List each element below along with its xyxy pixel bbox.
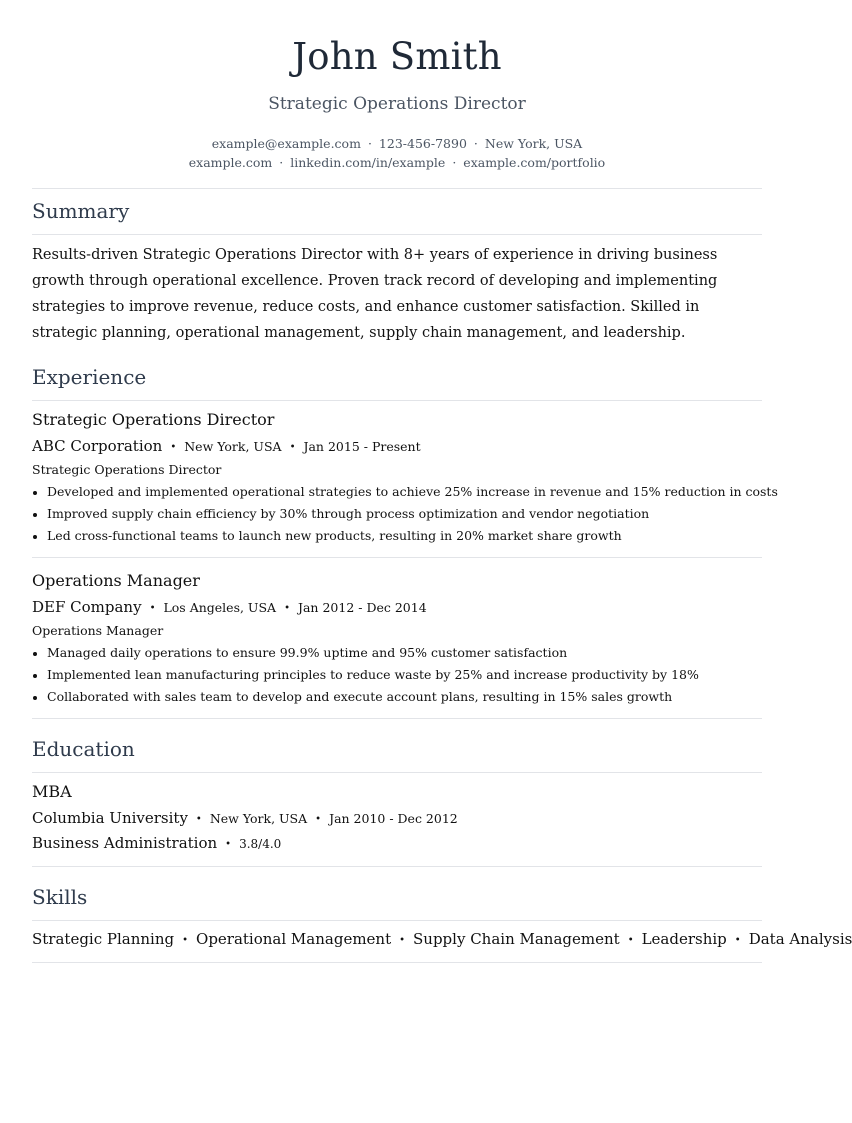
skills-divider bbox=[32, 962, 762, 963]
job-dates: Jan 2015 - Present bbox=[303, 439, 421, 454]
meta-separator: • bbox=[284, 603, 290, 614]
education-field-line bbox=[32, 833, 281, 856]
entry-divider bbox=[32, 866, 762, 867]
skill-separator: • bbox=[182, 935, 189, 946]
summary-text: Results-driven Strategic Operations Director with 8+ years of experience in driving business growth through operational excellence. Proven track record of developing and implementing strategies to improve revenue, reduce costs, and enhance customer satisfaction. Skilled in strategic planning, operational management, supply chain management, and leadership. bbox=[32, 247, 718, 341]
section-divider bbox=[32, 772, 762, 773]
skill-separator: • bbox=[627, 935, 634, 946]
job-company: ABC Corporation bbox=[32, 437, 163, 455]
meta-separator: • bbox=[315, 814, 322, 825]
section-divider bbox=[32, 920, 762, 921]
contact-line-1 bbox=[32, 135, 762, 153]
job-bullet: Developed and implemented operational strategies to achieve 25% increase in revenue and 15% reduction in costs bbox=[32, 481, 762, 503]
job-bullet-list bbox=[32, 642, 762, 708]
job-bullet: Managed daily operations to ensure 99.9% uptime and 95% customer satisfaction bbox=[32, 642, 762, 664]
contact-line-2 bbox=[32, 154, 762, 172]
section-title-experience: Experience bbox=[32, 365, 147, 389]
job-bullet: Implemented lean manufacturing principles to reduce waste by 25% and increase productivity by 18% bbox=[32, 664, 762, 686]
section-divider bbox=[32, 400, 762, 401]
skill-item: Data Analysis bbox=[748, 930, 852, 948]
candidate-headline: Strategic Operations Director bbox=[268, 94, 526, 114]
entry-divider bbox=[32, 557, 762, 558]
job-meta bbox=[32, 597, 427, 620]
job-location: Los Angeles, USA bbox=[163, 600, 277, 615]
job-bullet: Led cross-functional teams to launch new products, resulting in 20% market share growth bbox=[32, 525, 762, 547]
skill-separator: • bbox=[399, 935, 406, 946]
job-bullet: Improved supply chain efficiency by 30% through process optimization and vendor negotiation bbox=[32, 503, 762, 525]
job-dates: Jan 2012 - Dec 2014 bbox=[297, 600, 427, 615]
meta-separator: • bbox=[225, 839, 232, 850]
entry-divider bbox=[32, 718, 762, 719]
contact-linkedin[interactable]: linkedin.com/in/example bbox=[290, 155, 446, 170]
education-location: New York, USA bbox=[209, 811, 308, 826]
skill-item: Supply Chain Management bbox=[413, 930, 620, 948]
section-title-education: Education bbox=[32, 737, 135, 761]
meta-separator: • bbox=[170, 442, 177, 453]
skill-item: Operational Management bbox=[196, 930, 392, 948]
section-title-summary: Summary bbox=[32, 199, 130, 223]
job-title: Operations Manager bbox=[32, 571, 200, 590]
candidate-name: John Smith bbox=[292, 35, 502, 78]
contact-phone[interactable]: 123-456-7890 bbox=[378, 136, 467, 151]
contact-website[interactable]: example.com bbox=[188, 155, 273, 170]
job-role: Strategic Operations Director bbox=[32, 462, 222, 477]
contact-separator: · bbox=[279, 155, 284, 170]
meta-separator: • bbox=[195, 814, 202, 825]
section-divider bbox=[32, 234, 762, 235]
contact-email[interactable]: example@example.com bbox=[211, 136, 361, 151]
contact-separator: · bbox=[452, 155, 457, 170]
skill-separator: • bbox=[734, 935, 741, 946]
education-degree: MBA bbox=[32, 782, 72, 801]
contact-separator: · bbox=[473, 136, 478, 151]
contact-portfolio[interactable]: example.com/portfolio bbox=[463, 155, 606, 170]
education-gpa: 3.8/4.0 bbox=[239, 837, 282, 851]
job-bullet: Collaborated with sales team to develop and execute account plans, resulting in 15% sales growth bbox=[32, 686, 762, 708]
education-dates: Jan 2010 - Dec 2012 bbox=[329, 811, 458, 826]
job-meta bbox=[32, 436, 421, 459]
meta-separator: • bbox=[149, 603, 156, 614]
job-title: Strategic Operations Director bbox=[32, 410, 275, 429]
education-meta bbox=[32, 808, 458, 831]
header-divider bbox=[32, 188, 762, 189]
job-role: Operations Manager bbox=[32, 623, 164, 638]
job-bullet-list bbox=[32, 481, 778, 547]
section-title-skills: Skills bbox=[32, 885, 88, 909]
contact-location: New York, USA bbox=[484, 136, 583, 151]
skill-item: Strategic Planning bbox=[32, 930, 175, 948]
skills-list bbox=[32, 928, 852, 953]
contact-separator: · bbox=[367, 136, 372, 151]
education-field: Business Administration bbox=[32, 834, 218, 852]
skill-item: Leadership bbox=[641, 930, 727, 948]
job-location: New York, USA bbox=[184, 439, 282, 454]
education-school: Columbia University bbox=[32, 809, 188, 827]
meta-separator: • bbox=[289, 442, 296, 453]
job-company: DEF Company bbox=[32, 598, 142, 616]
